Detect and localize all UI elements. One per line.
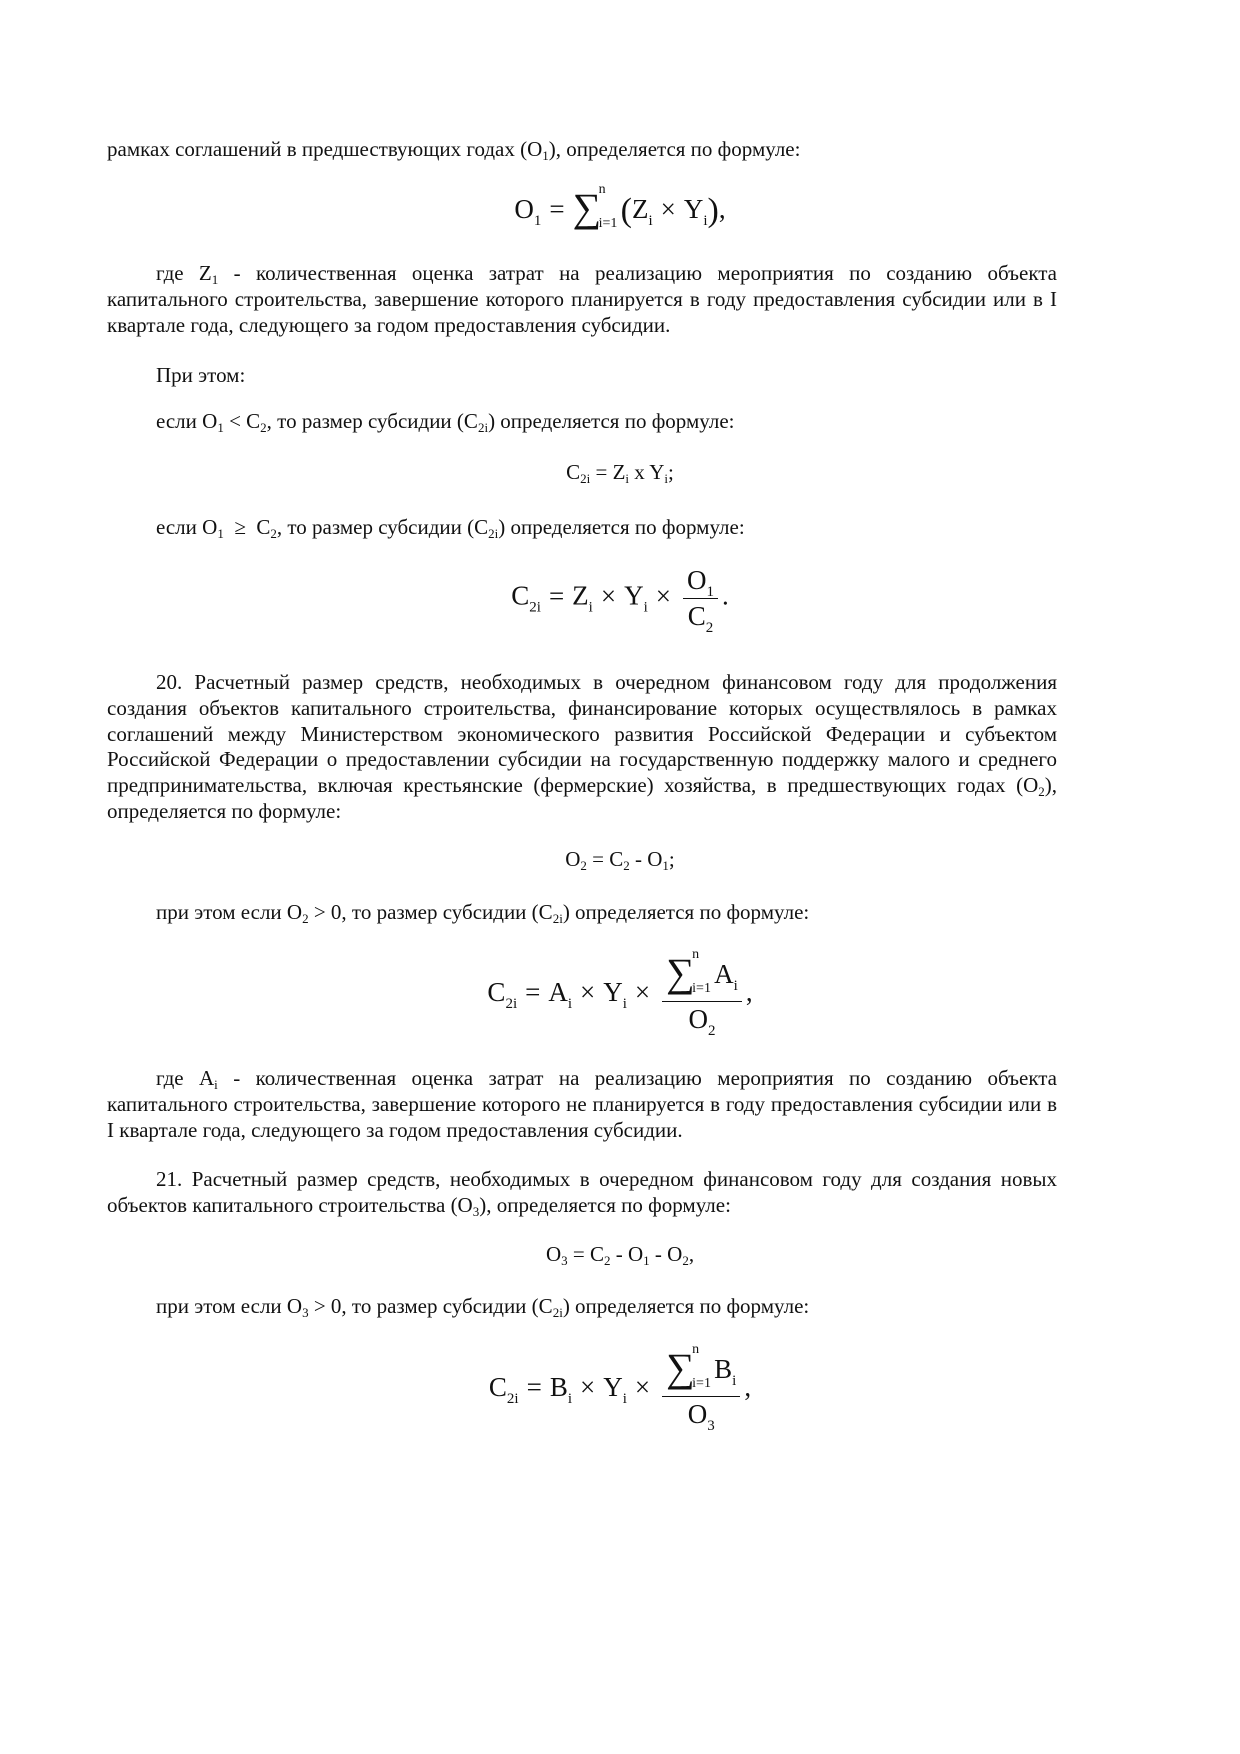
fraction: ∑ n i=1 $B_i$ $O_3$	[662, 1350, 740, 1430]
formula-o1: $O_1$ = ∑ n i=1 $(Z_i \times Y_i)$,	[0, 190, 1240, 234]
formula-c2i-ratio: $C_{2i} = Z_i \times Y_i$ × $\frac{O_1}{C_2}$ .	[511, 565, 729, 636]
sum-symbol: ∑ n i=1	[666, 1342, 711, 1391]
formula-o2: $O_2 = C_2 - O_1$;	[565, 847, 675, 873]
fraction: ∑ n i=1 $A_i$ $O_2$	[662, 955, 742, 1035]
paragraph-pri-etom: При этом:	[156, 363, 246, 387]
paragraph-z-definition: где $Z_1$ - количественная оценка затрат на реализацию мероприятия по созданию объекта капитального строительства, завершение которого планируется в году предоставления субсидии или в I квартале года, следующего за годом предоставления субсидии.	[107, 261, 1057, 337]
paragraph-condition-less: если $O_1 < C_2$, то размер субсидии $(C_{2i})$ определяется по формуле:	[156, 409, 735, 435]
sum-symbol: ∑ n i=1	[572, 182, 618, 231]
paragraph-20: 20. Расчетный размер средств, необходимых в очередном финансовом году для продолжения создания объектов капитального строительства, финансирование которых осуществлялось в рамках соглашений между Министерством экономического развития Российской Федерации и субъектом Российской Федерации о предоставлении субсидии на государственную поддержку малого и среднего предпринимательства, включая крестьянские (фермерские) хозяйства, в предшествующих годах $(O_2)$, определяется по формуле:	[107, 670, 1057, 823]
paragraph-21: 21. Расчетный размер средств, необходимых в очередном финансовом году для создания новых объектов капитального строительства $(O_3)$, определяется по формуле:	[107, 1167, 1057, 1219]
formula-c2i-b: $C_{2i} = B_i \times Y_i$ × ∑ n i=1 $B_i$ $O_3$ ,	[488, 1342, 752, 1434]
paragraph-intro: рамках соглашений в предшествующих годах $(O_1)$, определяется по формуле:	[107, 137, 801, 163]
formula-c2i-simple: $C_{2i} = Z_i$ x $Y_i$;	[566, 460, 674, 486]
formula-c2i-a: $C_{2i} = A_i \times Y_i$ × ∑ n i=1 $A_i$ $O_2$ ,	[487, 947, 753, 1039]
sum-symbol: ∑ n i=1	[666, 947, 711, 996]
paragraph-condition-o2: при этом если $O_2 > 0$, то размер субсидии $(C_{2i})$ определяется по формуле:	[156, 900, 810, 926]
paragraph-condition-geq: если $O_1 \ge C_2$, то размер субсидии $(C_{2i})$ определяется по формуле:	[156, 515, 745, 541]
paragraph-condition-o3: при этом если $O_3 > 0$, то размер субсидии $(C_{2i})$ определяется по формуле:	[156, 1294, 810, 1320]
formula-o3: $O_3 = C_2 - O_1 - O_2$,	[545, 1242, 695, 1268]
fraction: $\frac{O_1}{C_2}$	[683, 565, 718, 632]
paragraph-a-definition: где $A_i$ - количественная оценка затрат на реализацию мероприятия по созданию объекта капитального строительства, завершение которого не планируется в году предоставления субсидии или в I квартале года, следующего за годом предоставления субсидии.	[107, 1066, 1057, 1142]
